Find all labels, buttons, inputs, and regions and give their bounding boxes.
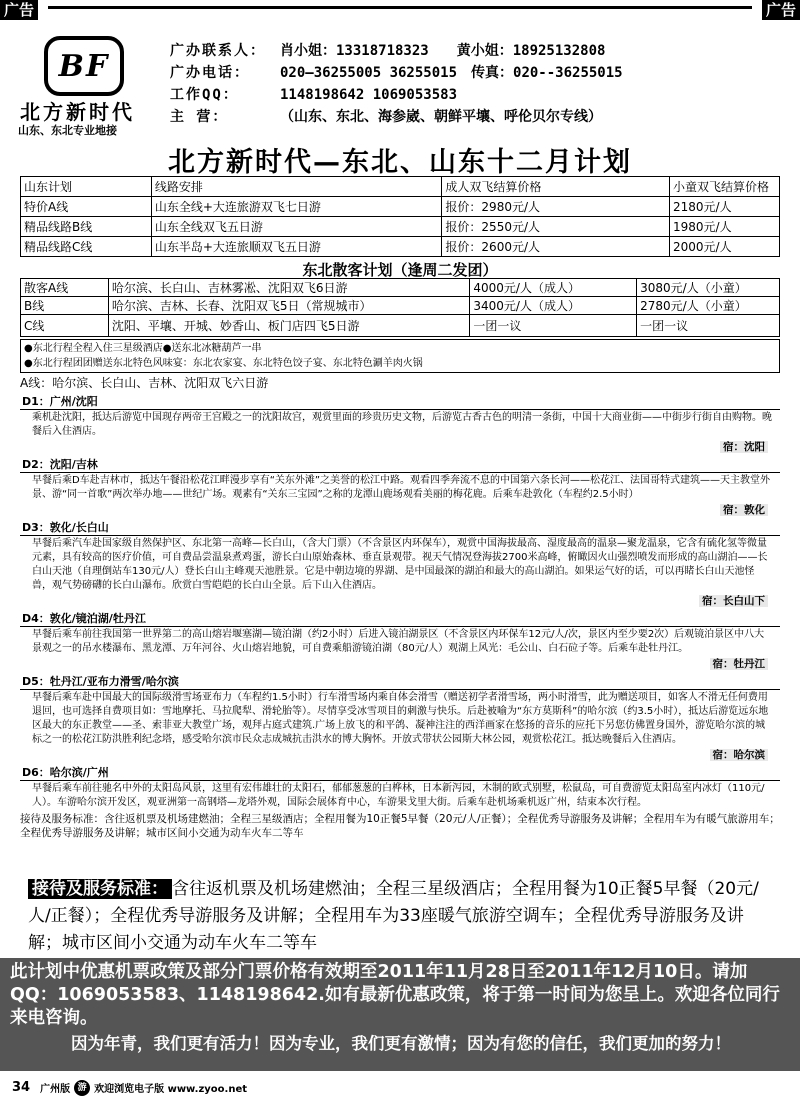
table-cell: 一团一议 bbox=[470, 315, 637, 337]
logo-letters: BF bbox=[58, 48, 110, 84]
top-rule bbox=[48, 6, 752, 9]
table-row bbox=[21, 217, 780, 237]
day-block bbox=[20, 673, 780, 762]
table-row bbox=[21, 297, 780, 315]
footer bbox=[0, 1075, 800, 1100]
table-cell: 精品线路B线 bbox=[21, 217, 152, 237]
qq-label: 工作QQ： bbox=[170, 87, 239, 103]
northeast-plan-table bbox=[20, 278, 780, 337]
business-label: 主 营： bbox=[170, 109, 229, 125]
promo-banner bbox=[0, 958, 800, 1071]
table-cell: 沈阳、平壤、开城、妙香山、板门店四飞5日游 bbox=[108, 315, 470, 337]
table-cell: 2180元/人 bbox=[670, 197, 780, 217]
northeast-notes bbox=[20, 339, 780, 373]
table-cell: 一团一议 bbox=[637, 315, 780, 337]
stay-label: 宿：哈尔滨 bbox=[710, 749, 769, 761]
stay-label: 宿：长白山下 bbox=[699, 595, 768, 607]
logo-slogan: 山东、东北专业地接 bbox=[18, 124, 117, 137]
table-cell: 2780元/人（小童） bbox=[637, 297, 780, 315]
table-cell: 报价：2550元/人 bbox=[442, 217, 670, 237]
table-row bbox=[21, 315, 780, 337]
table-cell: 3400元/人（成人） bbox=[470, 297, 637, 315]
banner-text: 此计划中优惠机票政策及部分门票价格有效期至2011年11月28日至2011年12月10日。请加QQ：1069053583、1148198642.如有最新优惠政策，将于第一时间为您呈上。欢迎各位同行来电咨询。 bbox=[10, 962, 780, 1028]
badge-icon: 游 bbox=[74, 1080, 90, 1096]
shandong-plan-table bbox=[20, 176, 780, 257]
day-text: 早餐后乘车前往驰名中外的太阳岛风景，这里有宏伟雄壮的太阳石，郁郁葱葱的白桦林，日本新泻园，木制的欧式别墅，松鼠岛，可自费游览太阳岛室内冰灯（110元/人）。车游哈尔滨开发区，观亚洲第一高钢塔—龙塔外观，国际会展体育中心，车游果戈里大街。后乘车赴机场乘机返广州，结束本次行程。 bbox=[32, 783, 765, 808]
table-header: 小童双飞结算价格 bbox=[670, 177, 780, 197]
stay-label: 宿：敦化 bbox=[720, 504, 768, 516]
person-label: 广办联系人： bbox=[170, 43, 266, 59]
table-header: 成人双飞结算价格 bbox=[442, 177, 670, 197]
ad-tag-left: 广告 bbox=[0, 0, 38, 20]
fax-label: 传真： bbox=[471, 65, 514, 81]
day-heading: D3：敦化/长白山 bbox=[20, 519, 780, 536]
day-block bbox=[20, 610, 780, 671]
table-cell: 山东半岛+大连旅顺双飞五日游 bbox=[151, 237, 442, 257]
person-2: 黄小姐：18925132808 bbox=[456, 43, 606, 59]
table-cell: 报价：2600元/人 bbox=[442, 237, 670, 257]
table-cell: C线 bbox=[21, 315, 109, 337]
stay-label: 宿：牡丹江 bbox=[710, 658, 769, 670]
day-block bbox=[20, 393, 780, 454]
service-tag: 接待及服务标准： bbox=[28, 879, 172, 899]
table-cell: 精品线路C线 bbox=[21, 237, 152, 257]
table-header-row bbox=[21, 177, 780, 197]
note-line: ●东北行程团团赠送东北特色风味宴：东北农家宴、东北特色饺子宴、东北特色涮羊肉火锅 bbox=[24, 358, 423, 369]
table-header: 山东计划 bbox=[21, 177, 152, 197]
ad-tag-right: 广告 bbox=[762, 0, 800, 20]
table-cell: 山东全线+大连旅游双飞七日游 bbox=[151, 197, 442, 217]
business-lines: （山东、东北、海参崴、朝鲜平壤、呼伦贝尔专线） bbox=[280, 109, 602, 125]
phone-numbers: 020—36255005 36255015 bbox=[280, 65, 458, 81]
phone-label: 广办电话： bbox=[170, 65, 250, 81]
table-header: 线路安排 bbox=[151, 177, 442, 197]
stay-label: 宿：沈阳 bbox=[720, 441, 768, 453]
table-cell: 报价：2980元/人 bbox=[442, 197, 670, 217]
fax-number: 020--36255015 bbox=[513, 65, 623, 81]
logo-brand: 北方新时代 bbox=[20, 100, 135, 124]
table-cell: 山东全线双飞五日游 bbox=[151, 217, 442, 237]
day-block bbox=[20, 456, 780, 517]
table-cell: 2000元/人 bbox=[670, 237, 780, 257]
service-text: 含往返机票及机场建燃油；全程三星级酒店；全程用餐为10正餐5早餐（20元/人/正餐）；全程优秀导游服务及讲解；全程用车为33座暖气旅游空调车；全程优秀导游服务及讲解；城市区间小交通为动车火车二等车 bbox=[28, 879, 759, 953]
table-cell: 哈尔滨、长白山、吉林雾凇、沈阳双飞6日游 bbox=[108, 279, 470, 297]
service-standard bbox=[28, 876, 776, 957]
table-row bbox=[21, 237, 780, 257]
contact-block bbox=[170, 40, 790, 128]
day-text: 早餐后乘车赴中国最大的国际级滑雪场亚布力（车程约1.5小时）行车滑雪场内乘自体会滑雪（赠送初学者滑雪场，两小时滑雪，此为赠送项目，如客人不滑无任何费用退回，也可选择自费项目如：雪地摩托、马拉爬犁、滑轮胎等）。尽情享受冰雪项目的刺激与快乐。后赴被喻为“东方莫斯科”的哈尔滨（约3.5小时），抵达后游览远东地区最大的东正教堂——圣、索菲亚大教堂广场，观拜占庭式建筑.广场上放飞的和平鸽、凝神注注的西洋画家在悠扬的音乐的应托下另您仿佛置身国外，游览哈尔滨的城标之一的松花江防洪胜利纪念塔，感受哈尔滨市民众志成城抗击洪水的博大胸怀。开放式带状公园斯大林公园，观赏松花江。抵达晚餐后入住酒店。 bbox=[32, 692, 769, 745]
route-title: A线：哈尔滨、长白山、吉林、沈阳双飞六日游 bbox=[20, 376, 269, 390]
website-note[interactable]: 欢迎浏览电子版 www.zyoo.net bbox=[94, 1084, 248, 1095]
table-row bbox=[21, 279, 780, 297]
day-heading: D6：哈尔滨/广州 bbox=[20, 764, 780, 781]
day-text: 乘机赴沈阳，抵达后游览中国现存两帝王宫殿之一的沈阳故宫，观赏里面的珍贵历史文物，后游览古香古色的明清一条街，中国十大商业街——中街步行街自由购物。晚餐后入住酒店。 bbox=[32, 412, 772, 437]
day-heading: D5：牡丹江/亚布力滑雪/哈尔滨 bbox=[20, 673, 780, 690]
banner-slogan: 因为年青，我们更有活力！因为专业，我们更有激情；因为有您的信任，我们更加的努力！ bbox=[71, 1034, 731, 1053]
qq-numbers: 1148198642 1069053583 bbox=[280, 87, 458, 103]
day-text: 早餐后乘D车赴吉林市，抵达午餐沿松花江畔漫步享有“关东外滩”之美誉的松江中路。观看四季奔流不息的中国第六条长河——松花江、法国哥特式建筑——天主教堂外景、游“同一首歌”两次举办地——世纪广场。观素有“关东三宝园”之称的龙潭山鹿场观看美丽的梅花鹿。后乘车赴敦化（车程约2.5小时） bbox=[32, 475, 771, 500]
day-heading: D2：沈阳/吉林 bbox=[20, 456, 780, 473]
table-cell: 4000元/人（成人） bbox=[470, 279, 637, 297]
day-block bbox=[20, 519, 780, 608]
bf-logo bbox=[44, 36, 124, 96]
table-cell: B线 bbox=[21, 297, 109, 315]
day-text: 早餐后乘车前往我国第一世界第二的高山熔岩堰塞湖—镜泊湖（约2小时）后进入镜泊湖景区（不含景区内环保车12元/人/次，景区内至少要2次）后观镜泊景区中八大景观之一的吊水楼瀑布、黑龙潭、万年河谷、火山熔岩地貌，可自费乘船游镜泊湖（80元/人）观湖上风光：毛公山、白石砬子等。后乘车赴牡丹江。 bbox=[32, 629, 765, 654]
day-block bbox=[20, 764, 780, 810]
service-standard-small: 接待及服务标准：含往返机票及机场建燃油；全程三星级酒店；全程用餐为10正餐5早餐（20元/人/正餐）；全程优秀导游服务及讲解；全程用车为有暖气旅游用车；全程优秀导游服务及讲解；城市区间小交通为动车火车二等车 bbox=[20, 813, 780, 839]
table-cell: 特价A线 bbox=[21, 197, 152, 217]
table-cell: 1980元/人 bbox=[670, 217, 780, 237]
day-text: 早餐后乘汽车赴国家级自然保护区、东北第一高峰—长白山，（含大门票）（不含景区内环保车），观赏中国海拔最高、湿度最高的温泉—聚龙温泉，它含有硫化氢等微量元素，具有较高的医疗价值，可自费品尝温泉煮鸡蛋，游长白山原始森林、垂直景观带。视天气情况登海拔2700米高峰，俯瞰因火山强烈喷发而形成的高山湖泊——长白山天池（自理倒站车130元/人）登长白山主峰观天池胜景。它是中朝边境的界湖、是中国最深的湖泊和最大的高山湖泊。如果运气好的话，可以再睹长白山天池怪兽，观气势磅礴的长白山瀑布。欣赏白雪皑皑的长白山全景。后下山入住酒店。 bbox=[32, 538, 768, 591]
page-number: 34 bbox=[12, 1080, 31, 1095]
table-cell: 3080元/人（小童） bbox=[637, 279, 780, 297]
itinerary bbox=[20, 374, 780, 840]
table-cell: 哈尔滨、吉林、长春、沈阳双飞5日（常规城市） bbox=[108, 297, 470, 315]
page-title: 北方新时代—东北、山东十二月计划 bbox=[168, 147, 632, 178]
day-heading: D4：敦化/镜泊湖/牡丹江 bbox=[20, 610, 780, 627]
day-heading: D1：广州/沈阳 bbox=[20, 393, 780, 410]
table-cell: 散客A线 bbox=[21, 279, 109, 297]
header bbox=[0, 22, 800, 140]
northeast-plan-title: 东北散客计划（逢周二发团） bbox=[302, 261, 498, 279]
person-1: 肖小姐：13318718323 bbox=[280, 43, 429, 59]
table-row bbox=[21, 197, 780, 217]
note-line: ●东北行程全程入住三星级酒店●送东北冰糖葫芦一串 bbox=[24, 343, 262, 354]
edition-label: 广州版 bbox=[40, 1084, 71, 1095]
